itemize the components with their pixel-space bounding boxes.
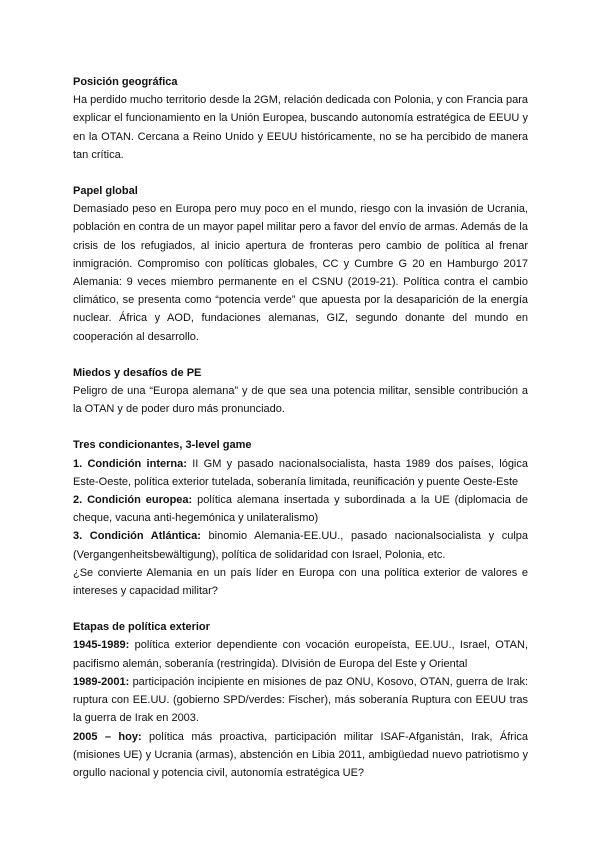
condition-lead: 3. Condición Atlántica: (73, 530, 201, 543)
section-heading: Miedos y desafíos de PE (73, 366, 202, 379)
section-heading: Etapas de política exterior (73, 621, 210, 634)
stage-text: participación incipiente en misiones de paz ONU, Kosovo, OTAN, guerra de Irak: ruptura con EE.UU. (gobierno SPD/verdes: Fischer), más soberanía Ruptura con EEUU tras la guerra de Irak en 2003. (73, 675, 528, 725)
section-body: Ha perdido mucho territorio desde la 2GM, relación dedicada con Polonia, y con Francia para explicar el funcionamiento en la Unión Europea, buscando autonomía estratégica de EEUU y en la OTAN. Cercana a Reino Unido y EEUU históricamente, no se ha percibido de manera tan crítica. (73, 94, 528, 161)
condition-item (73, 527, 528, 563)
section-etapas-politica (73, 618, 528, 782)
section-posicion-geografica (73, 73, 528, 164)
section-question: ¿Se convierte Alemania en un país líder en Europa con una política exterior de valores e intereses y capacidad militar? (73, 566, 528, 598)
condition-text: binomio Alemania-EE.UU., pasado nacionalsocialista y culpa (Vergangenheitsbewältigung), política de solidaridad con Israel, Polonia, etc. (73, 530, 528, 561)
stage-text: política más proactiva, participación militar ISAF-Afganistán, Irak, África (misiones UE) y Ucrania (armas), abstención en Libia 2011, ambigüedad nuevo patriotismo y orgullo nacional y potencia civil, autonomía estratégica UE? (73, 730, 529, 779)
stage-item (73, 636, 528, 672)
section-body: Demasiado peso en Europa pero muy poco en el mundo, riesgo con la invasión de Ucrania, población en contra de un mayor papel militar pero a favor del envío de armas. Además de la crisis de los refugiados, al inicio apertura de fronteras pero cambio de política al frenar inmigración. Compromiso con políticas globales, CC y Cumbre G 20 en Hamburgo 2017 Alemania: 9 veces miembro permanente en el CSNU (2019-21). Política contra el cambio climático, se presenta como “potencia verde” que apuesta por la desaparición de la energía nuclear. África y AOD, fundaciones alemanas, GIZ, segundo donante del mundo en cooperación al desarrollo. (73, 203, 528, 343)
condition-text: política alemana insertada y subordinada a la UE (diplomacia de cheque, vacuna anti-hegemónica y unilateralismo) (73, 494, 528, 525)
condition-text: II GM y pasado nacionalsocialista, hasta 1989 dos países, lógica Este-Oeste, política exterior tutelada, soberanía limitada, reunificación y puente Oeste-Este (73, 457, 528, 488)
section-heading: Tres condicionantes, 3-level game (73, 439, 252, 452)
stage-item (73, 728, 528, 783)
document-content (73, 73, 528, 800)
section-tres-condicionantes (73, 436, 528, 600)
section-heading: Posición geográfica (73, 76, 178, 88)
section-papel-global (73, 182, 528, 346)
section-heading: Papel global (73, 185, 138, 198)
section-body: Peligro de una “Europa alemana” y de que sea una potencia militar, sensible contribución a la OTAN y de poder duro más pronunciado. (73, 385, 528, 416)
condition-lead: 2. Condición europea: (73, 494, 193, 507)
stage-item (73, 673, 528, 728)
condition-lead: 1. Condición interna: (73, 457, 187, 470)
condition-item (73, 491, 528, 527)
section-miedos-desafios (73, 364, 528, 419)
stage-lead: 1989-2001: (73, 675, 130, 688)
stage-lead: 2005 – hoy: (73, 730, 142, 743)
stage-lead: 1945-1989: (73, 639, 130, 652)
condition-item (73, 455, 528, 491)
stage-text: política exterior dependiente con vocación europeísta, EE.UU., Israel, OTAN, pacifismo alemán, soberanía (restringida). DIvisión de Europa del Este y Oriental (73, 639, 528, 670)
